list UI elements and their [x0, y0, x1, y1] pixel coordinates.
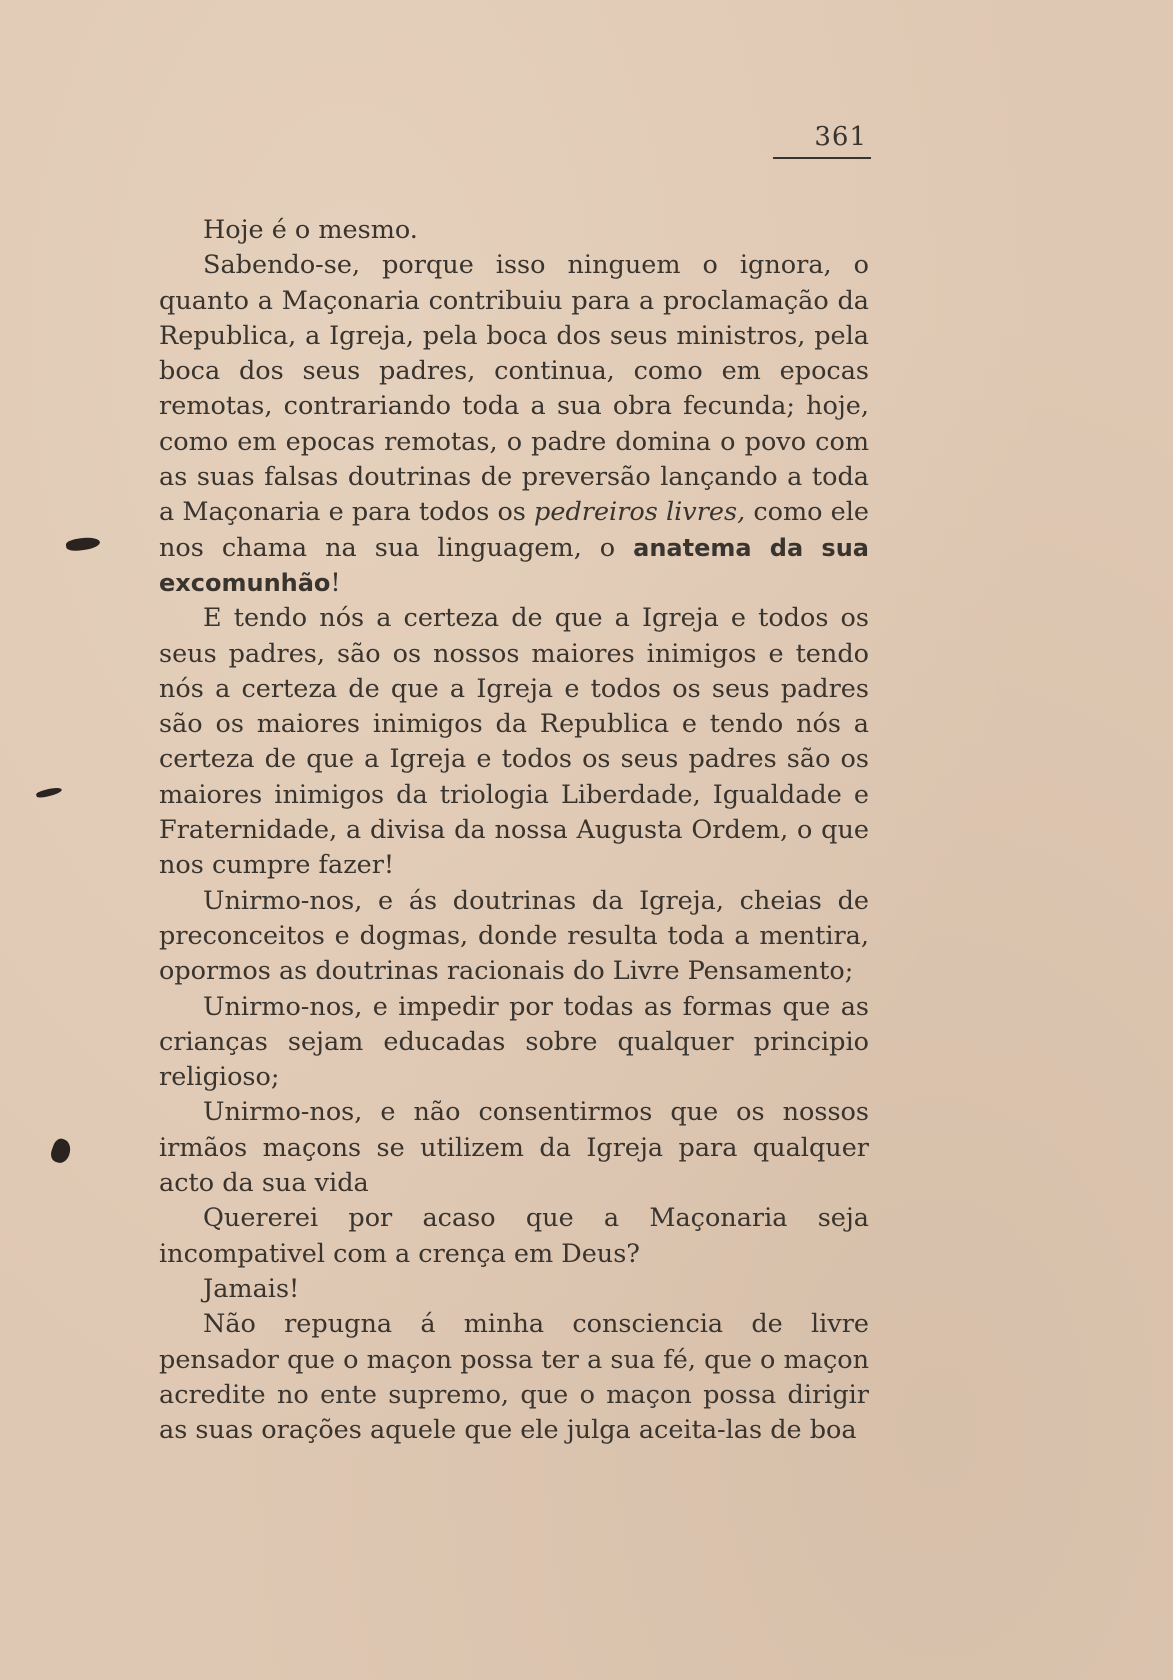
text-run: Quererei por acaso que a Maçonaria seja incompativel com a crença em Deus?	[159, 1203, 869, 1269]
text-run: Não repugna á minha consciencia de livre pensador que o maçon possa ter a sua fé, que o maçon acredite no ente supremo, que o maçon possa dirigir as suas orações aquele que ele julga aceita-las de boa	[159, 1309, 869, 1446]
paragraph	[159, 990, 869, 1096]
text-run: Jamais!	[203, 1273, 300, 1304]
paragraph	[159, 601, 869, 883]
text-run: E tendo nós a certeza de que a Igreja e todos os seus padres, são os nossos maiores inimigos e tendo nós a certeza de que a Igreja e todos os seus padres são os maiores inimigos da Republica e tendo nós a certeza de que a Igreja e todos os seus padres são os maiores inimigos da triologia Liberdade, Igualdade e Fraternidade, a divisa da nossa Augusta Ordem, o que nos cumpre fazer!	[159, 603, 869, 881]
paragraph	[159, 1307, 869, 1448]
italic-phrase: pedreiros livres,	[534, 497, 746, 528]
text-run: Unirmo-nos, e ás doutrinas da Igreja, cheias de preconceitos e dogmas, donde resulta toda a mentira, opormos as doutrinas racionais do Livre Pensamento;	[159, 885, 869, 987]
ink-stain	[65, 536, 100, 553]
text-run: Hoje é o mesmo.	[203, 215, 418, 245]
text-run: !	[330, 567, 341, 598]
text-run: Sabendo-se, porque isso ninguem o ignora, o quanto a Maçonaria contribuiu para a proclamação da Republica, a Igreja, pela boca dos seus ministros, pela boca dos seus padres, continua, como em epocas remotas, contrariando toda a sua obra fecunda; hoje, como em epocas remotas, o padre domina o povo com as suas falsas doutrinas de preversão lançando a toda a Maçonaria e para todos os	[159, 250, 869, 528]
paragraph	[159, 248, 869, 601]
paragraph	[159, 884, 869, 990]
page-number: 361	[773, 123, 871, 159]
text-run: Unirmo-nos, e impedir por todas as formas que as crianças sejam educadas sobre qualquer principio religioso;	[159, 991, 869, 1093]
paragraph	[159, 1201, 869, 1272]
body-text	[159, 213, 869, 1448]
paragraph	[159, 1095, 869, 1201]
ink-stain	[36, 786, 63, 799]
paragraph	[159, 1272, 869, 1307]
bold-phrase: anatema da sua excomunhão	[159, 533, 869, 597]
paragraph	[159, 213, 869, 248]
text-run: como ele nos chama na sua linguagem, o	[159, 497, 869, 563]
ink-stain	[48, 1137, 73, 1166]
text-run: Unirmo-nos, e não consentirmos que os nossos irmãos maçons se utilizem da Igreja para qualquer acto da sua vida	[159, 1097, 869, 1199]
